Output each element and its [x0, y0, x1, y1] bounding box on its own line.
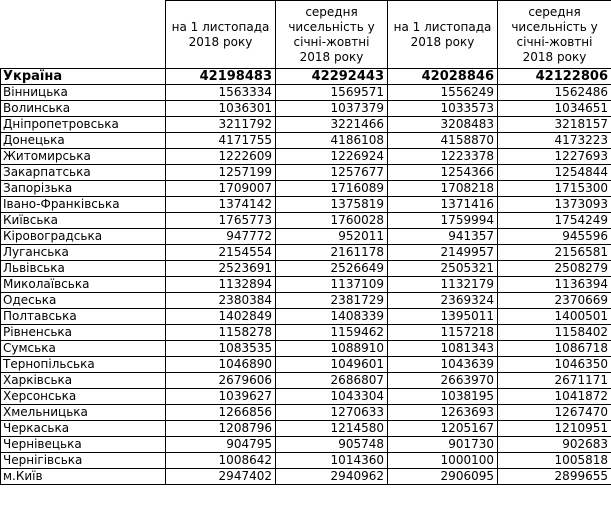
value-cell: 1086718 — [498, 341, 611, 357]
region-name: Полтавська — [1, 309, 166, 325]
value-cell: 1043304 — [276, 389, 388, 405]
value-cell: 1266856 — [166, 405, 276, 421]
value-cell: 4186108 — [276, 133, 388, 149]
value-cell: 3208483 — [388, 117, 498, 133]
region-name: Херсонська — [1, 389, 166, 405]
value-cell: 42028846 — [388, 69, 498, 85]
table-row — [1, 261, 611, 277]
value-cell: 2369324 — [388, 293, 498, 309]
value-cell: 1759994 — [388, 213, 498, 229]
value-cell: 1563334 — [166, 85, 276, 101]
value-cell: 1371416 — [388, 197, 498, 213]
value-cell: 1400501 — [498, 309, 611, 325]
value-cell: 1754249 — [498, 213, 611, 229]
value-cell: 1709007 — [166, 181, 276, 197]
value-cell: 1159462 — [276, 325, 388, 341]
value-cell: 1132894 — [166, 277, 276, 293]
value-cell: 1088910 — [276, 341, 388, 357]
region-name: Запорізька — [1, 181, 166, 197]
value-cell: 2149957 — [388, 245, 498, 261]
value-cell: 2663970 — [388, 373, 498, 389]
table-row — [1, 341, 611, 357]
value-cell: 1402849 — [166, 309, 276, 325]
table-row — [1, 165, 611, 181]
value-cell: 1049601 — [276, 357, 388, 373]
value-cell: 945596 — [498, 229, 611, 245]
value-cell: 2381729 — [276, 293, 388, 309]
table-row — [1, 469, 611, 485]
region-name: Кіровоградська — [1, 229, 166, 245]
value-cell: 902683 — [498, 437, 611, 453]
value-cell: 1157218 — [388, 325, 498, 341]
value-cell: 1263693 — [388, 405, 498, 421]
value-cell: 1208796 — [166, 421, 276, 437]
value-cell: 1270633 — [276, 405, 388, 421]
value-cell: 2156581 — [498, 245, 611, 261]
value-cell: 2686807 — [276, 373, 388, 389]
value-cell: 1041872 — [498, 389, 611, 405]
value-cell: 1014360 — [276, 453, 388, 469]
value-cell: 1132179 — [388, 277, 498, 293]
region-name: Чернівецька — [1, 437, 166, 453]
region-name: Дніпропетровська — [1, 117, 166, 133]
value-cell: 1408339 — [276, 309, 388, 325]
value-cell: 904795 — [166, 437, 276, 453]
region-name: Вінницька — [1, 85, 166, 101]
value-cell: 1046890 — [166, 357, 276, 373]
value-cell: 42122806 — [498, 69, 611, 85]
table-row — [1, 389, 611, 405]
value-cell: 905748 — [276, 437, 388, 453]
value-cell: 1254366 — [388, 165, 498, 181]
value-cell: 1158278 — [166, 325, 276, 341]
value-cell: 1395011 — [388, 309, 498, 325]
value-cell: 2679606 — [166, 373, 276, 389]
value-cell: 1569571 — [276, 85, 388, 101]
value-cell: 2899655 — [498, 469, 611, 485]
value-cell: 1214580 — [276, 421, 388, 437]
value-cell: 1257677 — [276, 165, 388, 181]
value-cell: 1257199 — [166, 165, 276, 181]
region-name: Чернігівська — [1, 453, 166, 469]
region-name: Львівська — [1, 261, 166, 277]
table-row — [1, 373, 611, 389]
region-name: Тернопільська — [1, 357, 166, 373]
table-row — [1, 437, 611, 453]
value-cell: 952011 — [276, 229, 388, 245]
table-row — [1, 405, 611, 421]
header-row — [1, 1, 611, 69]
table-row — [1, 229, 611, 245]
table-row — [1, 133, 611, 149]
value-cell: 1556249 — [388, 85, 498, 101]
value-cell: 2161178 — [276, 245, 388, 261]
value-cell: 1254844 — [498, 165, 611, 181]
value-cell: 1005818 — [498, 453, 611, 469]
value-cell: 1223378 — [388, 149, 498, 165]
table-row — [1, 357, 611, 373]
table-row — [1, 309, 611, 325]
value-cell: 901730 — [388, 437, 498, 453]
value-cell: 2523691 — [166, 261, 276, 277]
table-row — [1, 85, 611, 101]
value-cell: 2505321 — [388, 261, 498, 277]
region-name: Закарпатська — [1, 165, 166, 181]
value-cell: 2947402 — [166, 469, 276, 485]
value-cell: 1708218 — [388, 181, 498, 197]
table-row — [1, 421, 611, 437]
value-cell: 1205167 — [388, 421, 498, 437]
region-name: Миколаївська — [1, 277, 166, 293]
region-name: Волинська — [1, 101, 166, 117]
value-cell: 1760028 — [276, 213, 388, 229]
value-cell: 2906095 — [388, 469, 498, 485]
table-row — [1, 181, 611, 197]
value-cell: 2526649 — [276, 261, 388, 277]
table-row — [1, 325, 611, 341]
value-cell: 4158870 — [388, 133, 498, 149]
value-cell: 1375819 — [276, 197, 388, 213]
value-cell: 1038195 — [388, 389, 498, 405]
value-cell: 947772 — [166, 229, 276, 245]
column-header: на 1 листопада 2018 року — [166, 1, 276, 69]
value-cell: 2508279 — [498, 261, 611, 277]
table-row — [1, 149, 611, 165]
region-name: Україна — [1, 69, 166, 85]
value-cell: 2380384 — [166, 293, 276, 309]
value-cell: 2671171 — [498, 373, 611, 389]
table-body — [1, 1, 611, 485]
value-cell: 1562486 — [498, 85, 611, 101]
value-cell: 1081343 — [388, 341, 498, 357]
column-header: на 1 листопада 2018 року — [388, 1, 498, 69]
value-cell: 1037379 — [276, 101, 388, 117]
value-cell: 1210951 — [498, 421, 611, 437]
value-cell: 1715300 — [498, 181, 611, 197]
value-cell: 42198483 — [166, 69, 276, 85]
value-cell: 3221466 — [276, 117, 388, 133]
table-row — [1, 245, 611, 261]
value-cell: 2154554 — [166, 245, 276, 261]
region-name: Рівненська — [1, 325, 166, 341]
region-name: Одеська — [1, 293, 166, 309]
value-cell: 1008642 — [166, 453, 276, 469]
value-cell: 1000100 — [388, 453, 498, 469]
value-cell: 1716089 — [276, 181, 388, 197]
region-name: Житомирська — [1, 149, 166, 165]
column-header: середня чисельність у січні-жовтні 2018 року — [276, 1, 388, 69]
value-cell: 1374142 — [166, 197, 276, 213]
region-name: Сумська — [1, 341, 166, 357]
value-cell: 2370669 — [498, 293, 611, 309]
value-cell: 4173223 — [498, 133, 611, 149]
value-cell: 4171755 — [166, 133, 276, 149]
value-cell: 1034651 — [498, 101, 611, 117]
value-cell: 1373093 — [498, 197, 611, 213]
total-row — [1, 69, 611, 85]
value-cell: 1039627 — [166, 389, 276, 405]
value-cell: 1137109 — [276, 277, 388, 293]
value-cell: 1226924 — [276, 149, 388, 165]
value-cell: 1083535 — [166, 341, 276, 357]
region-name: м.Київ — [1, 469, 166, 485]
value-cell: 941357 — [388, 229, 498, 245]
value-cell: 1267470 — [498, 405, 611, 421]
column-header: середня чисельність у січні-жовтні 2018 року — [498, 1, 611, 69]
value-cell: 1046350 — [498, 357, 611, 373]
value-cell: 1043639 — [388, 357, 498, 373]
table-row — [1, 213, 611, 229]
region-name: Івано-Франківська — [1, 197, 166, 213]
region-name: Луганська — [1, 245, 166, 261]
value-cell: 3218157 — [498, 117, 611, 133]
value-cell: 2940962 — [276, 469, 388, 485]
region-name: Черкаська — [1, 421, 166, 437]
value-cell: 1136394 — [498, 277, 611, 293]
table-row — [1, 453, 611, 469]
table-row — [1, 197, 611, 213]
value-cell: 1222609 — [166, 149, 276, 165]
value-cell: 3211792 — [166, 117, 276, 133]
value-cell: 1033573 — [388, 101, 498, 117]
table-row — [1, 101, 611, 117]
table-row — [1, 293, 611, 309]
region-name: Донецька — [1, 133, 166, 149]
table-row — [1, 277, 611, 293]
region-name: Хмельницька — [1, 405, 166, 421]
corner-cell — [1, 1, 166, 69]
value-cell: 1036301 — [166, 101, 276, 117]
value-cell: 1227693 — [498, 149, 611, 165]
value-cell: 42292443 — [276, 69, 388, 85]
table-row — [1, 117, 611, 133]
value-cell: 1765773 — [166, 213, 276, 229]
region-name: Харківська — [1, 373, 166, 389]
region-name: Київська — [1, 213, 166, 229]
value-cell: 1158402 — [498, 325, 611, 341]
